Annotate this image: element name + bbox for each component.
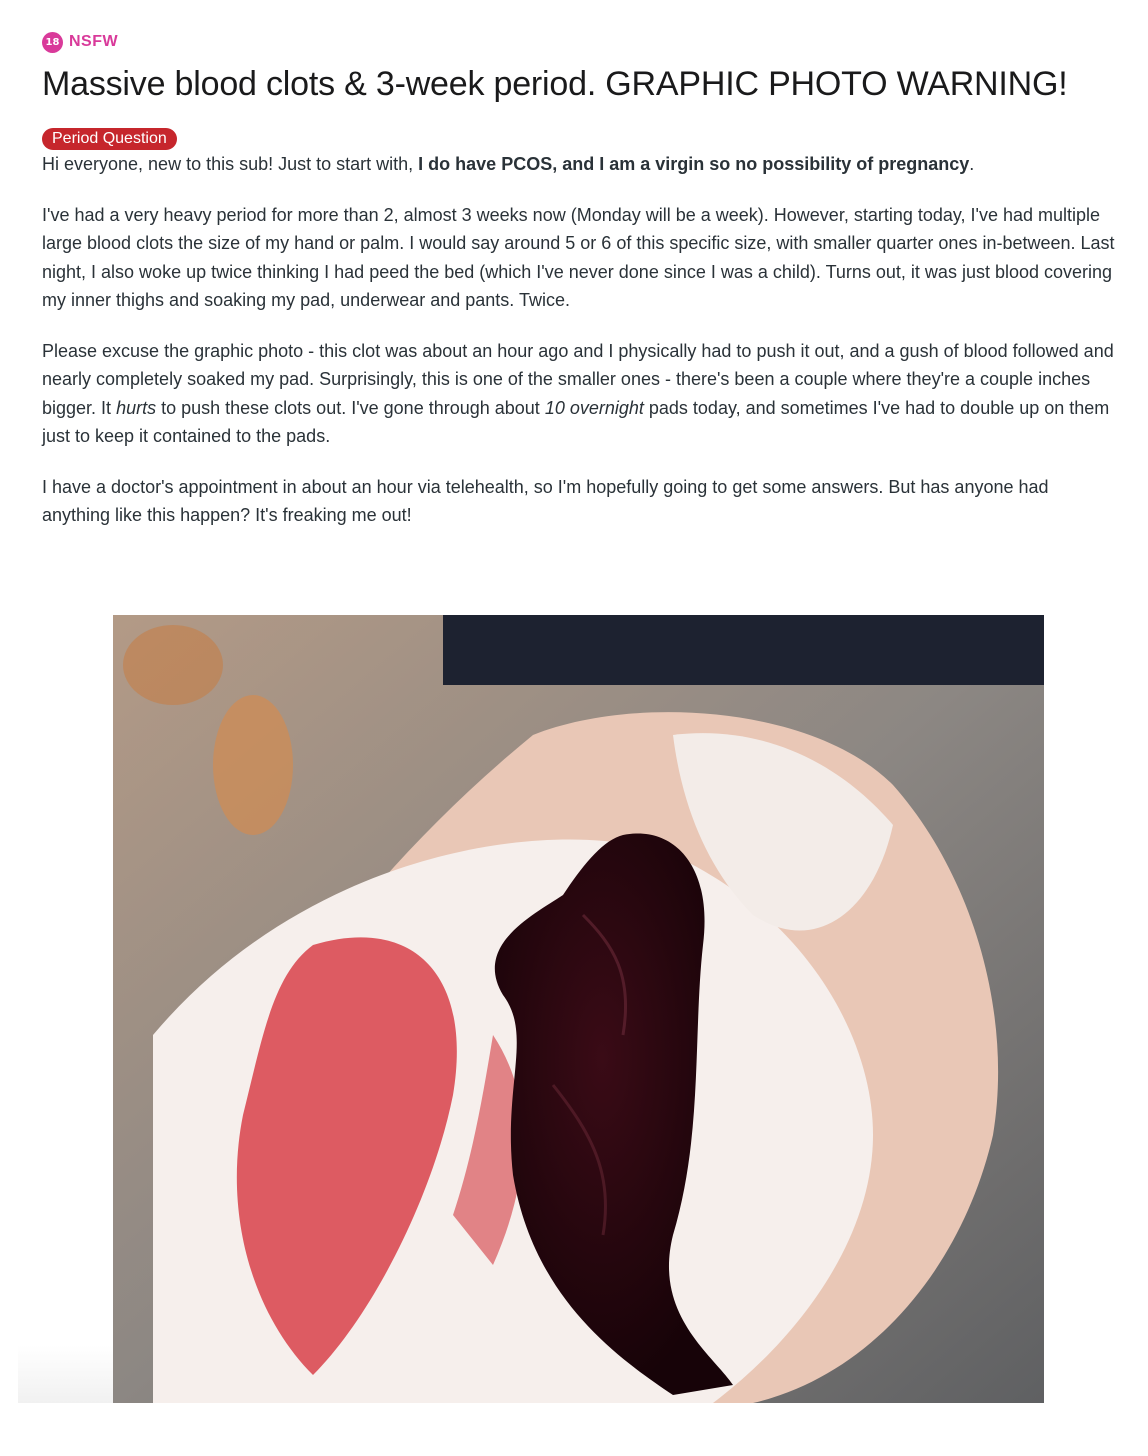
photo-image	[113, 615, 1044, 1403]
p3-emphasis-1: hurts	[116, 397, 157, 418]
p3-text-a: Please excuse the graphic photo - this clot was about an hour ago and I physically had to push it out, and a gush of blood followed and nearly completely soaked my pad. Surprisingly, this is one of the smaller ones - there's been a couple where they're a couple inches bigger. It	[42, 340, 1114, 418]
post-paragraph-4: I have a doctor's appointment in about an hour via telehealth, so I'm hopefully going to get some answers. But has anyone had anything like this happen? It's freaking me out!	[42, 476, 1049, 525]
nsfw-18-icon: 18	[42, 32, 63, 53]
nsfw-label: NSFW	[69, 33, 119, 50]
p1-end: .	[969, 154, 975, 174]
nsfw-tag	[42, 30, 1118, 54]
post-paragraph-3	[42, 337, 1118, 451]
p3-text-b: to push these clots out. I've gone through about	[156, 397, 545, 418]
post-body	[42, 150, 1118, 530]
post-flair[interactable]: Period Question	[42, 128, 177, 150]
p1-text: Hi everyone, new to this sub! Just to start with,	[42, 154, 419, 174]
p1-bold-text: I do have PCOS, and I am a virgin so no possibility of pregnancy	[418, 154, 970, 174]
p3-emphasis-2: 10 overnight	[544, 397, 644, 418]
post-paragraph-1	[42, 150, 1118, 179]
post-image[interactable]	[113, 615, 1044, 1403]
post	[42, 30, 1118, 552]
p3-text-c: pads today, and sometimes I've had to double up on them just to keep it contained to the pads.	[42, 397, 1110, 446]
post-title[interactable]: Massive blood clots & 3-week period. GRAPHIC PHOTO WARNING!	[42, 65, 1068, 103]
bottom-fade	[18, 1345, 113, 1403]
post-paragraph-2: I've had a very heavy period for more than 2, almost 3 weeks now (Monday will be a week). However, starting today, I've had multiple large blood clots the size of my hand or palm. I would say around 5 or 6 of this specific size, with smaller quarter ones in-between. Last night, I also woke up twice thinking I had peed the bed (which I've never done since I was a child). Turns out, it was just blood covering my inner thighs and soaking my pad, underwear and pants. Twice.	[42, 204, 1115, 310]
